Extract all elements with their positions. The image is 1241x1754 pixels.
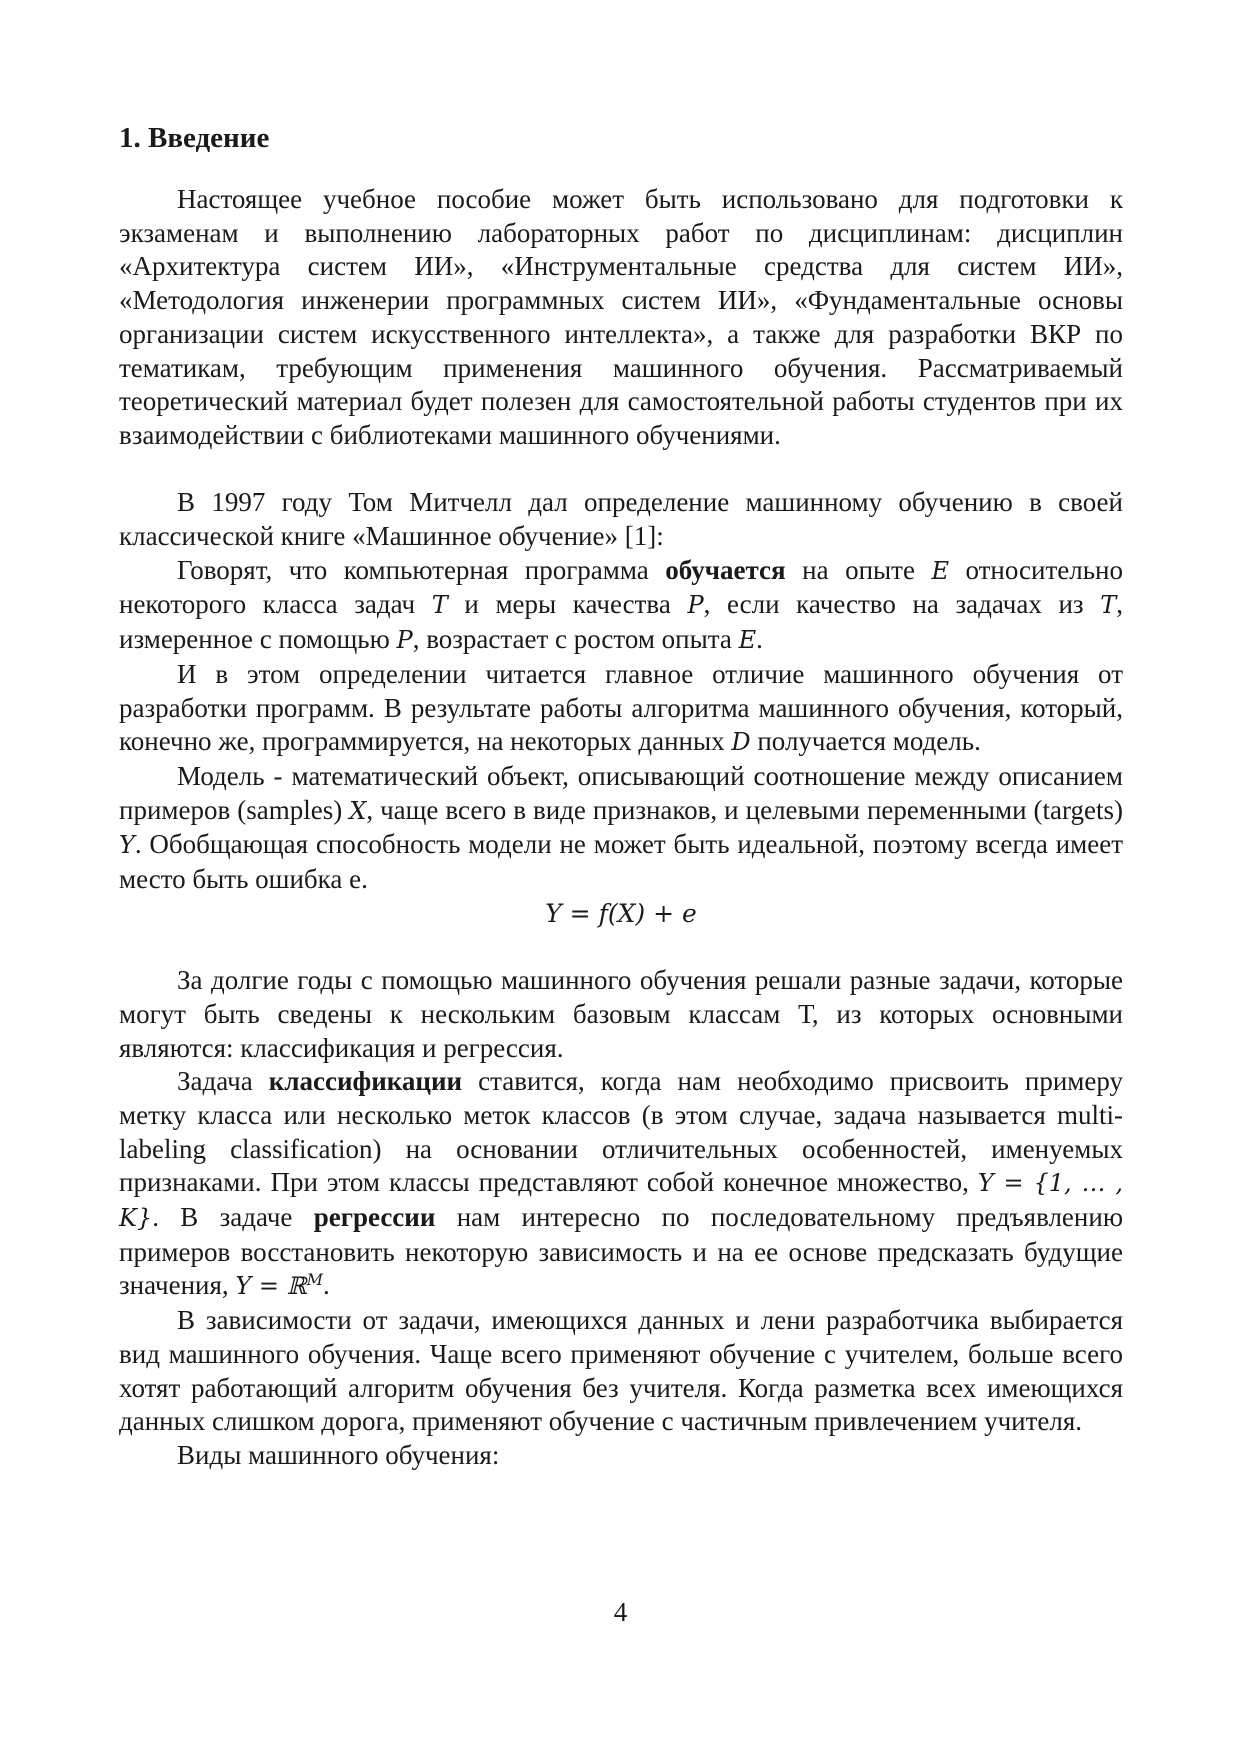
- paragraph-tasks: За долгие годы с помощью машинного обучения решали разные задачи, которые могут быть сведены к нескольким базовым классам Т, из которых основными являются: классификация и регрессия.: [119, 965, 1123, 1063]
- formula-model: Y = f(X) + e: [545, 898, 697, 928]
- text-run: , чаще всего в виде признаков, и целевыми переменными (targets): [366, 794, 1124, 825]
- body-text: [119, 183, 1123, 1473]
- bold-term-classification: классификации: [268, 1066, 463, 1097]
- paragraph-intro: Настоящее учебное пособие может быть использовано для подготовки к экзаменам и выполнению лабораторных работ по дисциплинам: дисциплин «Архитектура систем ИИ», «Инструментальные средства для систем ИИ», «Методология инженерии программных систем ИИ», «Фундаментальные основы организации систем искусственного интеллекта», а также для разработки ВКР по тематикам, требующим применения машинного обучения. Рассматриваемый теоретический материал будет полезен для самостоятельной работы студентов при их взаимодействии с библиотеками машинного обучениями.: [119, 184, 1123, 450]
- text-run: , если качество на задачах из: [703, 589, 1101, 620]
- text-run: Модель - математический объект, описывающий соотношение между описанием примеров (samples): [119, 760, 1123, 825]
- text-run: , измеренное с помощью: [119, 589, 1123, 655]
- bold-term-learns: обучается: [665, 554, 786, 585]
- text-run: относительно некоторого класса задач: [119, 554, 1123, 620]
- paragraph-difference: [119, 658, 1123, 760]
- text-run: на опыте: [785, 554, 932, 585]
- math-symbol: P: [687, 591, 704, 620]
- section-heading: 1. Введение: [119, 122, 270, 154]
- page-number: 4: [613, 1597, 628, 1627]
- paragraph-learning-types: В зависимости от задачи, имеющихся данных и лени разработчика выбирается вид машинного обучения. Чаще всего применяют обучение с учителем, больше всего хотят работающий алгоритм обучения без учителя. Когда разметка всех имеющихся данных слишком дорога, применяют обучение с частичным привлечением учителя.: [119, 1305, 1123, 1437]
- text-run: Говорят, что компьютерная программа: [177, 554, 666, 585]
- math-symbol: P: [396, 626, 413, 655]
- paragraph-model: [119, 760, 1123, 897]
- text-run: и меры качества: [447, 589, 688, 620]
- paragraph-definition: [119, 554, 1123, 658]
- math-symbol: X: [349, 796, 367, 825]
- text-run: И в этом определении читается главное отличие машинного обучения от разработки программ. В результате работы алгоритма машинного обучения, который, конечно же, программируется, на некоторых данных: [119, 658, 1123, 757]
- text-run: .: [322, 1270, 330, 1301]
- bold-term-regression: регрессии: [313, 1202, 436, 1233]
- paragraph-mitchell: В 1997 году Том Митчелл дал определение машинному обучению в своей классической книге «Машинное обучение» [1]:: [119, 487, 1123, 552]
- paragraph-kinds-intro: Виды машинного обучения:: [177, 1439, 500, 1470]
- text-run: . Обобщающая способность модели не может быть идеальной, поэтому всегда имеет место быть ошибка e.: [119, 829, 1123, 895]
- math-symbol: T: [1100, 591, 1117, 620]
- text-run: получается модель.: [750, 726, 981, 757]
- text-run: Задача: [177, 1066, 269, 1097]
- math-symbol: T: [431, 591, 448, 620]
- math-superscript: M: [306, 1270, 323, 1290]
- math-symbol: E: [738, 626, 757, 655]
- text-run: , возрастает с ростом опыта: [412, 624, 739, 655]
- math-symbol: Y: [119, 831, 135, 860]
- math-symbol: Y = ℝ: [235, 1272, 307, 1301]
- text-run: .: [756, 624, 763, 655]
- text-run: ставится, когда нам необходимо присвоить примеру метку класса или несколько меток классов (в этом случае, задача называется multi-labeling classification) на основании отличительных особенностей, именуемых признаками. При этом классы представляют собой конечное множество,: [119, 1066, 1123, 1198]
- math-set: Y = {1, … , K}: [119, 1169, 1123, 1233]
- math-symbol: D: [731, 728, 751, 757]
- math-symbol: E: [931, 556, 949, 585]
- paragraph-classification: [119, 1065, 1123, 1304]
- math-real-space: [235, 1272, 323, 1300]
- text-run: нам интересно по последовательному предъявлению примеров восстановить некоторую зависимость и на ее основе предсказать будущие значения,: [119, 1202, 1123, 1301]
- text-run: . В задаче: [152, 1202, 314, 1233]
